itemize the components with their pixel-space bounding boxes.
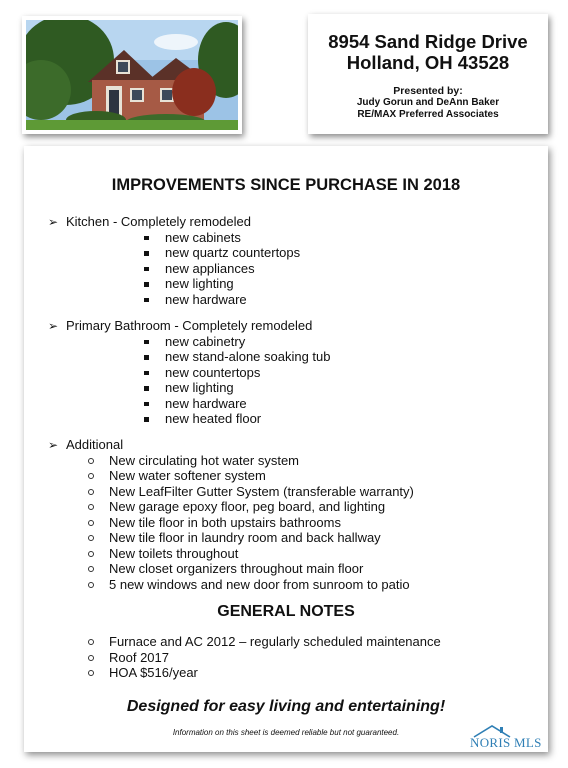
section-heading-text: Primary Bathroom - Completely remodeled bbox=[66, 318, 313, 334]
house-photo-card bbox=[22, 16, 242, 134]
list-item: new stand-alone soaking tub bbox=[143, 349, 331, 365]
presented-by-label: Presented by: bbox=[393, 85, 463, 97]
kitchen-items bbox=[48, 230, 300, 308]
list-item: new cabinets bbox=[143, 230, 300, 246]
section-heading-text: Kitchen - Completely remodeled bbox=[66, 214, 251, 230]
list-item: New tile floor in laundry room and back hallway bbox=[88, 530, 414, 546]
general-notes-items bbox=[48, 634, 441, 681]
section-general-notes bbox=[48, 634, 441, 681]
improvements-title: IMPROVEMENTS SINCE PURCHASE IN 2018 bbox=[111, 176, 461, 194]
list-item: New LeafFilter Gutter System (transferable warranty) bbox=[88, 484, 414, 500]
list-item: New circulating hot water system bbox=[88, 453, 414, 469]
address-line-2: Holland, OH 43528 bbox=[346, 52, 510, 73]
list-item: new hardware bbox=[143, 396, 331, 412]
list-item: 5 new windows and new door from sunroom to patio bbox=[88, 577, 414, 593]
improvements-sheet bbox=[24, 146, 548, 752]
list-item: new appliances bbox=[143, 261, 300, 277]
house-photo bbox=[26, 20, 238, 130]
general-notes-title: GENERAL NOTES bbox=[217, 603, 355, 620]
list-item: new quartz countertops bbox=[143, 245, 300, 261]
section-primary-bathroom bbox=[48, 318, 331, 427]
disclaimer: Information on this sheet is deemed reliable but not guaranteed. bbox=[172, 728, 400, 737]
agent-names: Judy Gorun and DeAnn Baker bbox=[356, 97, 500, 108]
address-line-1: 8954 Sand Ridge Drive bbox=[328, 31, 528, 52]
listing-header-card bbox=[308, 14, 548, 134]
section-additional bbox=[48, 437, 414, 592]
arrow-bullet-icon: ➢ bbox=[48, 437, 59, 452]
arrow-bullet-icon: ➢ bbox=[48, 318, 59, 333]
section-heading-text: Additional bbox=[66, 437, 124, 453]
list-item: HOA $516/year bbox=[88, 665, 441, 681]
bathroom-items bbox=[48, 334, 331, 427]
section-heading bbox=[48, 437, 414, 453]
noris-mls-text: NORIS MLS bbox=[470, 735, 542, 750]
arrow-bullet-icon: ➢ bbox=[48, 214, 59, 229]
list-item: new lighting bbox=[143, 380, 331, 396]
list-item: New garage epoxy floor, peg board, and lighting bbox=[88, 499, 414, 515]
list-item: Roof 2017 bbox=[88, 650, 441, 666]
list-item: Furnace and AC 2012 – regularly scheduled maintenance bbox=[88, 634, 441, 650]
additional-items bbox=[48, 453, 414, 593]
list-item: new countertops bbox=[143, 365, 331, 381]
section-heading bbox=[48, 318, 331, 334]
list-item: New water softener system bbox=[88, 468, 414, 484]
list-item: new heated floor bbox=[143, 411, 331, 427]
list-item: New closet organizers throughout main floor bbox=[88, 561, 414, 577]
tagline: Designed for easy living and entertaining! bbox=[126, 698, 446, 715]
list-item: new cabinetry bbox=[143, 334, 331, 350]
list-item: New toilets throughout bbox=[88, 546, 414, 562]
section-heading bbox=[48, 214, 300, 230]
noris-mls-logo bbox=[470, 724, 562, 756]
brokerage-name: RE/MAX Preferred Associates bbox=[357, 109, 499, 120]
section-kitchen bbox=[48, 214, 300, 307]
list-item: New tile floor in both upstairs bathrooms bbox=[88, 515, 414, 531]
list-item: new lighting bbox=[143, 276, 300, 292]
list-item: new hardware bbox=[143, 292, 300, 308]
